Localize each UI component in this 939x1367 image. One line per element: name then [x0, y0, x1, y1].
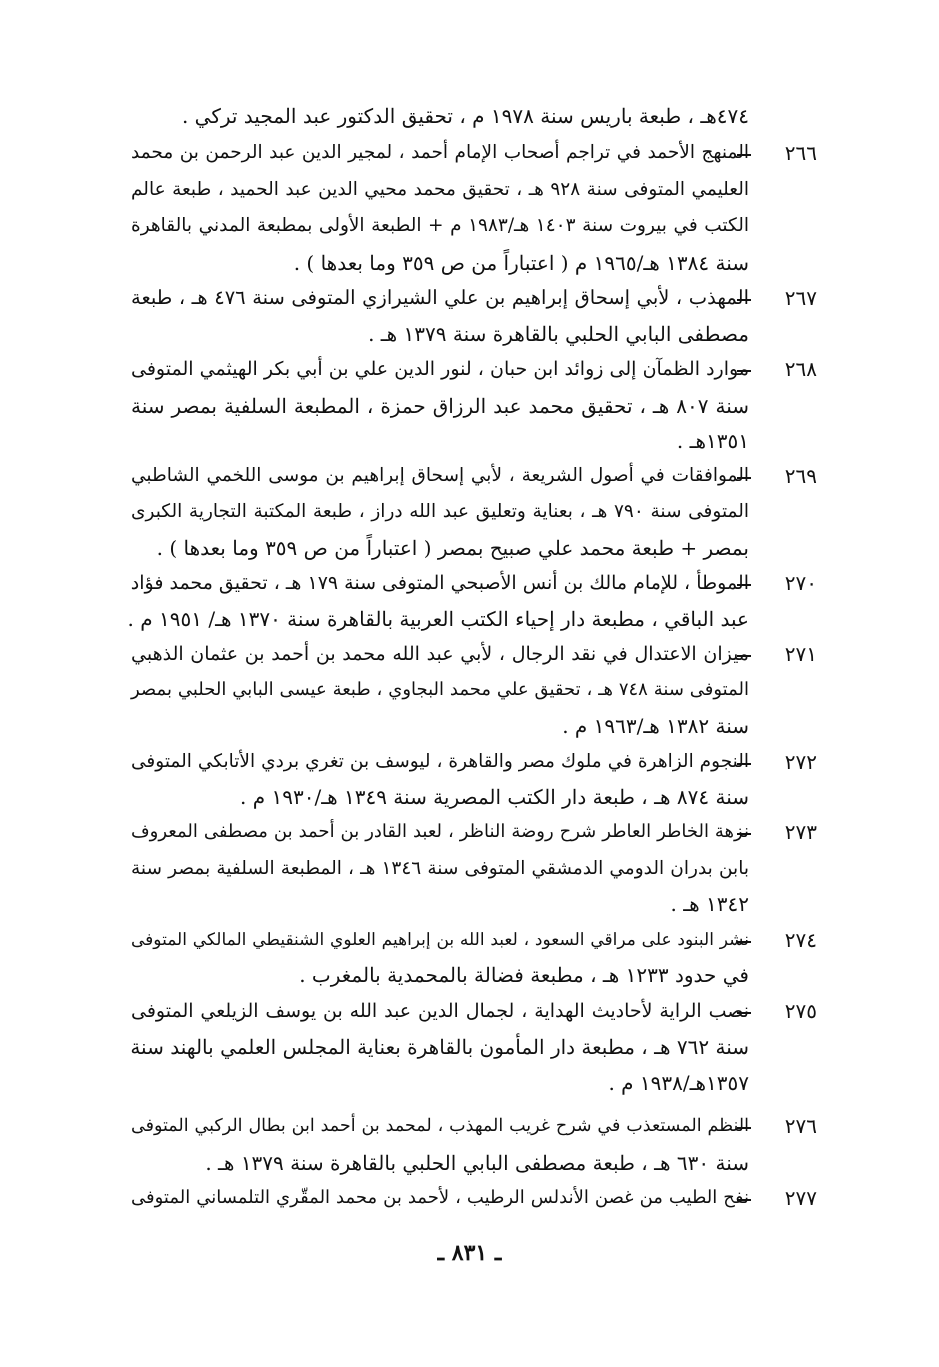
entry-266-number: ٢٦٦ [784, 141, 817, 165]
entry-271-line-1: ميزان الاعتدال في نقد الرجال ، لأبي عبد الله محمد بن أحمد بن عثمان الذهبي [131, 643, 749, 665]
entry-268-line-3: ١٣٥١هـ . [676, 429, 749, 453]
entry-266-line-3: الكتب في بيروت سنة ١٤٠٣ هـ/١٩٨٣ م + الطبعة الأولى بمطبعة المدني بالقاهرة [131, 215, 749, 236]
entry-266-line-4: سنة ١٣٨٤ هـ/١٩٦٥ م ( اعتباراً من ص ٣٥٩ وما بعدها ) . [293, 251, 749, 275]
entry-269-number: ٢٦٩ [784, 464, 817, 488]
entry-276-number: ٢٧٦ [784, 1114, 817, 1138]
entry-269-line-3: بمصر + طبعة محمد علي صبيح بمصر ( اعتباراً من ص ٣٥٩ وما بعدها ) . [156, 536, 749, 560]
entry-272-number: ٢٧٢ [784, 750, 817, 774]
entry-270-line-1: الموطأ ، للإمام مالك بن أنس الأصبحي المتوفى سنة ١٧٩ هـ ، تحقيق محمد فؤاد [130, 572, 749, 594]
entry-274-line-2: في حدود ١٢٣٣ هـ ، مطبعة فضالة بالمحمدية بالمغرب . [299, 963, 749, 987]
entry-272-line-1: النجوم الزاهرة في ملوك مصر والقاهرة ، ليوسف بن تغري بردي الأتابكي المتوفى [131, 751, 749, 772]
entry-269-line-2: المتوفى سنة ٧٩٠ هـ ، بعناية وتعليق عبد الله دراز ، طبعة المكتبة التجارية الكبرى [131, 501, 749, 522]
entry-276-line-1: النظم المستعذب في شرح غريب المهذب ، لمحمد بن أحمد ابن بطال الركبي المتوفى [131, 1116, 749, 1136]
entry-277-number: ٢٧٧ [784, 1186, 817, 1210]
entry-272-line-2: سنة ٨٧٤ هـ ، طبعة دار الكتب المصرية سنة ١٣٤٩ هـ/١٩٣٠ م . [240, 785, 749, 809]
entry-274-line-1: نشر البنود على مراقي السعود ، لعبد الله بن إبراهيم العلوي الشنقيطي المالكي المتوفى [131, 930, 749, 950]
entry-270-line-2: عبد الباقي ، مطبعة دار إحياء الكتب العربية بالقاهرة سنة ١٣٧٠ هـ/ ١٩٥١ م . [127, 607, 749, 631]
entry-276-line-2: سنة ٦٣٠ هـ ، طبعة مصطفى البابي الحلبي بالقاهرة سنة ١٣٧٩ هـ . [205, 1151, 749, 1175]
entry-275-line-3: ١٣٥٧هـ/١٩٣٨ م . [608, 1071, 749, 1095]
entry-277-line-1: نفح الطيب من غصن الأندلس الرطيب ، لأحمد بن محمد المقّري التلمساني المتوفى [131, 1187, 749, 1208]
entry-269-line-1: الموافقات في أصول الشريعة ، لأبي إسحاق إبراهيم بن موسى اللخمي الشاطبي [131, 465, 749, 486]
entry-270-number: ٢٧٠ [784, 571, 817, 595]
entry-267-line-1: المهذب ، لأبي إسحاق إبراهيم بن علي الشيرازي المتوفى سنة ٤٧٦ هـ ، طبعة [131, 286, 749, 309]
entry-267-number: ٢٦٧ [784, 286, 817, 310]
entry-265-line-1: ٤٧٤هـ ، طبعة باريس سنة ١٩٧٨ م ، تحقيق الدكتور عبد المجيد تركي . [181, 104, 749, 128]
entry-266-line-1: المنهج الأحمد في تراجم أصحاب الإمام أحمد ، لمجير الدين عبد الرحمن بن محمد [131, 142, 749, 163]
entry-268-line-2: سنة ٨٠٧ هـ ، تحقيق محمد عبد الرزاق حمزة ، المطبعة السلفية بمصر سنة [131, 394, 749, 418]
entry-273-number: ٢٧٣ [784, 820, 817, 844]
entry-268-number: ٢٦٨ [784, 357, 817, 381]
entry-267-line-2: مصطفى البابي الحلبي بالقاهرة سنة ١٣٧٩ هـ . [368, 322, 749, 346]
entry-273-line-2: بابن بدران الدومي الدمشقي المتوفى سنة ١٣٤٦ هـ ، المطبعة السلفية بمصر سنة [131, 858, 749, 879]
entry-271-line-3: سنة ١٣٨٢ هـ/١٩٦٣ م . [562, 714, 749, 738]
entry-273-line-1: نزهة الخاطر العاطر شرح روضة الناظر ، لعبد القادر بن أحمد بن مصطفى المعروف [131, 821, 749, 842]
entry-275-line-1: نصب الراية لأحاديث الهداية ، لجمال الدين عبد الله بن يوسف الزيلعي المتوفى [131, 1000, 749, 1022]
entry-274-number: ٢٧٤ [784, 928, 817, 952]
entry-275-line-2: سنة ٧٦٢ هـ ، مطبعة دار المأمون بالقاهرة بعناية المجلس العلمي بالهند سنة [130, 1035, 749, 1059]
entry-271-number: ٢٧١ [784, 642, 817, 666]
page-number: ـ ٨٣١ ـ [437, 1240, 502, 1266]
entry-271-line-2: المتوفى سنة ٧٤٨ هـ ، تحقيق علي محمد البجاوي ، طبعة عيسى البابي الحلبي بمصر [131, 679, 749, 700]
entry-275-number: ٢٧٥ [784, 999, 817, 1023]
entry-273-line-3: ١٣٤٢ هـ . [670, 892, 749, 916]
entry-266-line-2: العليمي المتوفى سنة ٩٢٨ هـ ، تحقيق محمد محيي الدين عبد الحميد ، طبعة عالم [131, 179, 749, 200]
entry-268-line-1: موارد الظمآن إلى زوائد ابن حبان ، لنور الدين علي بن أبي بكر الهيثمي المتوفى [131, 358, 749, 380]
